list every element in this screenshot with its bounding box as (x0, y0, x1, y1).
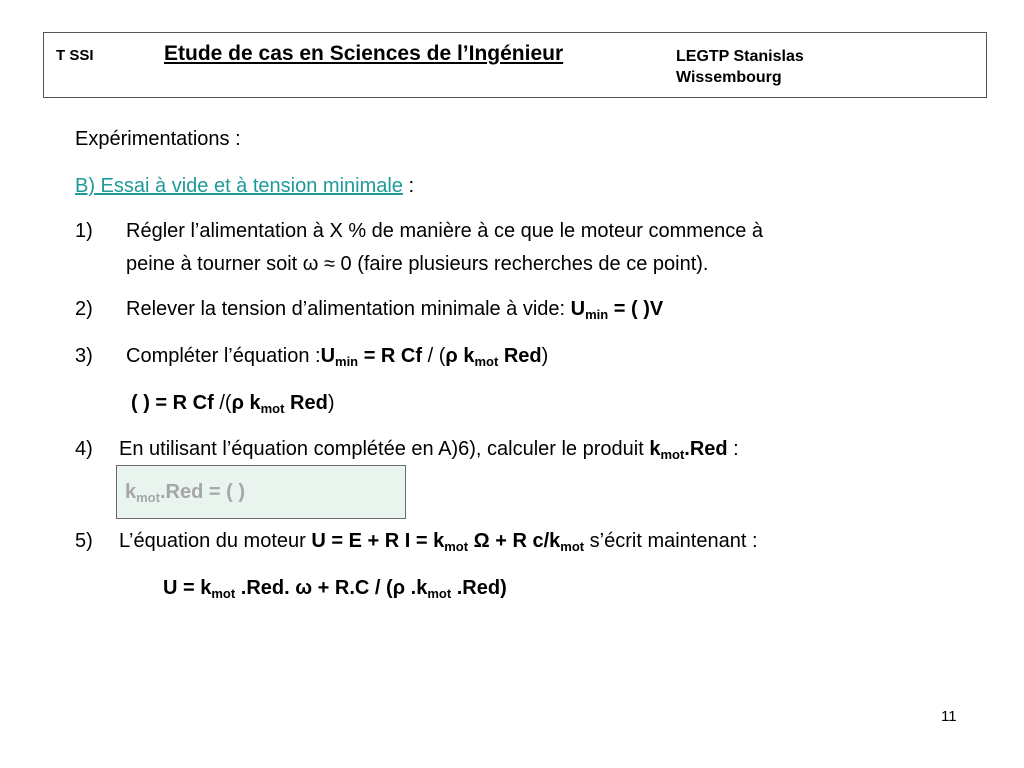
step-5-sub-2: mot (560, 539, 585, 554)
step-1-line-1: Régler l’alimentation à X % de manière à ce que le moteur commence à (126, 220, 763, 242)
step-2-text (126, 297, 663, 321)
step-5-eq-b: + R c/k (489, 530, 561, 552)
answer-sub: mot (136, 490, 160, 505)
final-eq-e: .Red) (451, 577, 507, 599)
step-3-u: U (320, 345, 336, 367)
step-3-equation-part: = R Cf (358, 345, 423, 367)
answer-k: k (125, 481, 137, 503)
u-symbol: U (570, 298, 586, 320)
step-3-line-2-sub: mot (260, 401, 285, 416)
step-1-text-a: peine à tourner soit (126, 253, 303, 275)
step-3-k: k (457, 345, 475, 367)
answer-red: .Red = ( ) (159, 481, 245, 503)
step-3-red: Red (498, 345, 542, 367)
rho-symbol: ρ (445, 345, 458, 367)
step-4-colon: : (727, 438, 739, 460)
header-box (43, 32, 987, 98)
step-4-sub: mot (660, 447, 685, 462)
step-2-number: 2) (75, 298, 93, 320)
step-4-text (119, 437, 739, 461)
document-title: Etude de cas en Sciences de l’Ingénieur (164, 42, 564, 65)
step-3-line-2-k: k (243, 392, 261, 414)
step-4-red: .Red (684, 438, 728, 460)
final-eq-a: U = k (163, 577, 212, 599)
step-5-number: 5) (75, 530, 93, 552)
step-5-label: L’équation du moteur (119, 530, 312, 552)
step-4-label: En utilisant l’équation complétée en A)6), calculer le produit (119, 438, 650, 460)
step-5-text (119, 529, 758, 553)
step-3-label: Compléter l’équation : (126, 345, 321, 367)
subsection-heading (75, 174, 414, 198)
step-3-min-subscript: min (335, 354, 359, 369)
final-eq-sub-1: mot (211, 586, 236, 601)
step-1-line-2 (126, 252, 708, 276)
step-5-sub-1: mot (444, 539, 469, 554)
step-3-line-2-close: ) (327, 392, 335, 414)
step-4-number: 4) (75, 438, 93, 460)
step-3-line-2 (131, 391, 334, 415)
step-3-close: ) (541, 345, 549, 367)
school-name (676, 46, 804, 88)
step-3-text (126, 344, 548, 368)
step-3-blank-equation: ( ) = R Cf (131, 392, 214, 414)
slide-number: 11 (941, 708, 957, 725)
final-eq-d: .k (405, 577, 428, 599)
subsection-link[interactable]: B) Essai à vide et à tension minimale (75, 175, 403, 197)
final-eq-c: + R.C / ( (312, 577, 393, 599)
final-equation (163, 576, 507, 600)
final-omega-symbol: ω (295, 577, 313, 599)
final-eq-sub-2: mot (427, 586, 452, 601)
step-5-eq-a: U = E + R I = k (311, 530, 445, 552)
step-3-mot-subscript: mot (474, 354, 499, 369)
step-4-k: k (649, 438, 661, 460)
step-3-line-2-red: Red (284, 392, 328, 414)
step-5-tail: s’écrit maintenant : (584, 530, 758, 552)
step-2-answer-blank: = ( )V (608, 298, 664, 320)
school-line-1: LEGTP Stanislas (676, 48, 804, 65)
answer-box[interactable] (116, 465, 406, 519)
rho-symbol-2: ρ (231, 392, 244, 414)
answer-text (125, 481, 245, 504)
step-2-label: Relever la tension d’alimentation minimale à vide: (126, 298, 571, 320)
step-3-number: 3) (75, 345, 93, 367)
step-1-number: 1) (75, 220, 93, 242)
step-3-slash: / ( (422, 345, 446, 367)
big-omega-symbol: Ω (468, 530, 490, 552)
class-label: T SSI (56, 47, 94, 64)
omega-symbol: ω (302, 253, 319, 275)
final-rho-symbol: ρ (392, 577, 406, 599)
step-1-text-b: 0 (faire plusieurs recherches de ce point). (334, 253, 709, 275)
step-3-line-2-slash: /( (213, 392, 232, 414)
section-title: Expérimentations : (75, 128, 241, 150)
approx-symbol: ≈ (323, 253, 335, 275)
school-line-2: Wissembourg (676, 69, 782, 86)
final-eq-b: .Red. (235, 577, 296, 599)
subsection-colon: : (402, 175, 415, 197)
u-min-subscript: min (585, 307, 609, 322)
